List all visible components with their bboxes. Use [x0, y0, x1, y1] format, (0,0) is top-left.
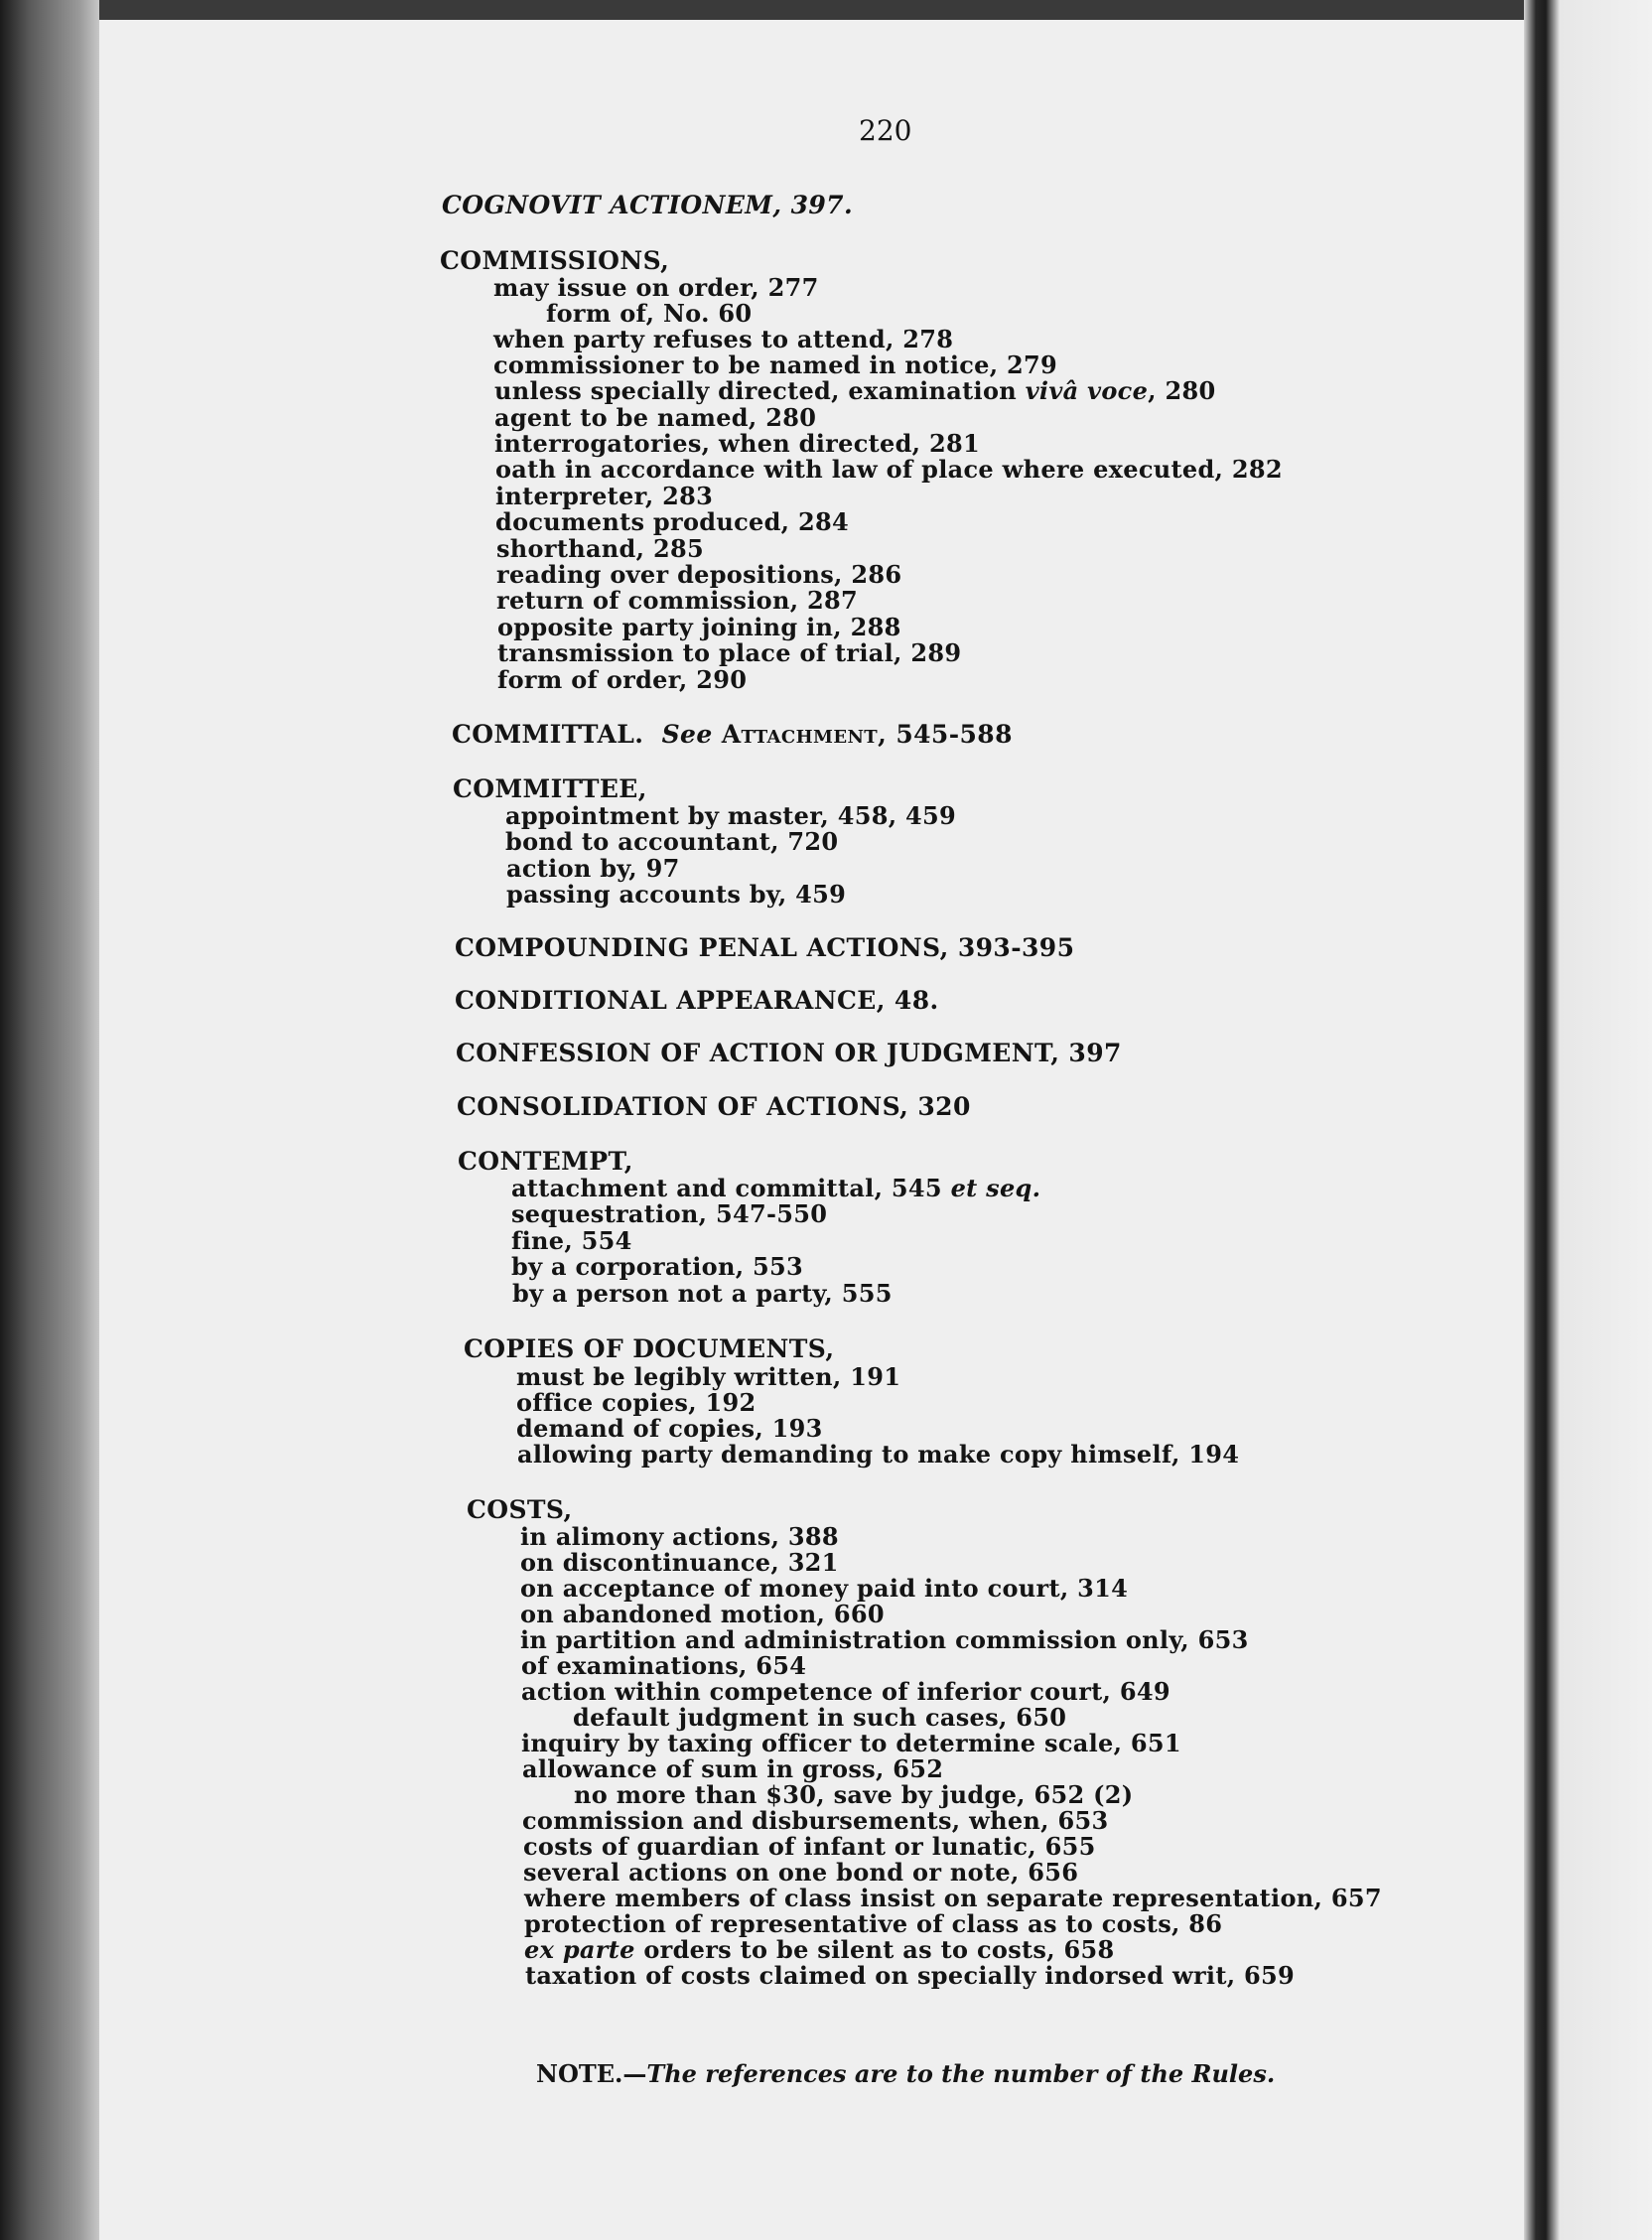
index-heading-conditional: CONDITIONAL APPEARANCE, 48. — [455, 986, 939, 1015]
index-subentry: by a corporation, 553 — [511, 1252, 804, 1281]
index-subentry: action by, 97 — [506, 854, 680, 883]
index-subentry: office copies, 192 — [516, 1388, 757, 1417]
index-subentry: when party refuses to attend, 278 — [493, 325, 954, 353]
book-page — [99, 20, 1524, 2240]
index-subentry: protection of representative of class as to costs, 86 — [524, 1909, 1223, 1938]
index-subentry: default judgment in such cases, 650 — [573, 1703, 1067, 1732]
index-subentry: reading over depositions, 286 — [496, 560, 902, 589]
index-heading-confession: CONFESSION OF ACTION OR JUDGMENT, 397 — [456, 1039, 1122, 1067]
index-subentry: appointment by master, 458, 459 — [505, 801, 957, 830]
index-subentry: interpreter, 283 — [495, 482, 714, 510]
index-subentry: commissioner to be named in notice, 279 — [493, 350, 1058, 379]
book-spine-edge — [0, 0, 99, 2240]
index-heading-commissions: COMMISSIONS, — [440, 246, 670, 275]
index-subentry: form of order, 290 — [497, 665, 748, 694]
index-subentry: transmission to place of trial, 289 — [497, 638, 962, 667]
index-subentry: no more than $30, save by judge, 652 (2) — [574, 1780, 1134, 1809]
index-subentry: on acceptance of money paid into court, 314 — [520, 1574, 1129, 1603]
index-subentry: may issue on order, 277 — [493, 273, 819, 302]
index-subentry: in partition and administration commission only, 653 — [520, 1625, 1249, 1654]
index-heading-committal: COMMITTAL. See Attachment, 545-588 — [452, 720, 1013, 749]
index-subentry: return of commission, 287 — [496, 586, 859, 615]
index-subentry: where members of class insist on separate representation, 657 — [524, 1884, 1382, 1912]
index-heading-committee: COMMITTEE, — [453, 774, 647, 803]
index-subentry: passing accounts by, 459 — [506, 880, 847, 909]
index-subentry: oath in accordance with law of place where executed, 282 — [495, 455, 1283, 484]
footnote: NOTE.—The references are to the number of the Rules. — [536, 2059, 1276, 2088]
index-entry-cognovit: COGNOVIT ACTIONEM, 397. — [442, 191, 854, 219]
index-subentry: taxation of costs claimed on specially indorsed writ, 659 — [525, 1961, 1296, 1990]
index-subentry: bond to accountant, 720 — [505, 827, 839, 856]
index-subentry: by a person not a party, 555 — [512, 1279, 893, 1308]
index-subentry: inquiry by taxing officer to determine scale, 651 — [521, 1729, 1181, 1757]
next-page-edge — [1524, 0, 1652, 2240]
index-subentry: in alimony actions, 388 — [520, 1522, 839, 1551]
index-subentry: on discontinuance, 321 — [520, 1548, 839, 1577]
index-subentry: of examinations, 654 — [521, 1651, 807, 1680]
index-subentry: on abandoned motion, 660 — [520, 1600, 885, 1628]
latin-term: vivâ voce — [1025, 376, 1149, 405]
index-subentry: fine, 554 — [511, 1226, 632, 1255]
index-heading-compounding: COMPOUNDING PENAL ACTIONS, 393-395 — [455, 933, 1075, 962]
index-subentry: opposite party joining in, 288 — [497, 613, 901, 641]
index-subentry: must be legibly written, 191 — [516, 1362, 901, 1391]
index-subentry: sequestration, 547-550 — [511, 1199, 828, 1228]
index-subentry: documents produced, 284 — [495, 507, 849, 536]
index-subentry: interrogatories, when directed, 281 — [494, 429, 980, 458]
index-subentry: several actions on one bond or note, 656 — [523, 1858, 1079, 1887]
index-subentry: demand of copies, 193 — [516, 1414, 823, 1443]
page-number: 220 — [859, 114, 912, 147]
index-subentry: form of, No. 60 — [546, 299, 753, 328]
index-subentry: ex parte orders to be silent as to costs, 658 — [524, 1935, 1115, 1964]
index-subentry: commission and disbursements, when, 653 — [522, 1806, 1109, 1835]
index-heading-copies: COPIES OF DOCUMENTS, — [464, 1334, 835, 1363]
index-heading-consolidation: CONSOLIDATION OF ACTIONS, 320 — [457, 1092, 971, 1121]
index-subentry: costs of guardian of infant or lunatic, 655 — [523, 1832, 1096, 1861]
index-heading-costs: COSTS, — [467, 1495, 573, 1524]
index-subentry: allowing party demanding to make copy himself, 194 — [517, 1440, 1240, 1469]
index-subentry: attachment and committal, 545 et seq. — [511, 1174, 1041, 1202]
index-subentry: allowance of sum in gross, 652 — [522, 1754, 944, 1783]
index-subentry: shorthand, 285 — [496, 534, 704, 563]
index-heading-contempt: CONTEMPT, — [458, 1147, 633, 1176]
index-subentry: agent to be named, 280 — [494, 403, 817, 432]
index-list — [99, 20, 1524, 2240]
index-subentry: action within competence of inferior court, 649 — [521, 1677, 1170, 1706]
index-subentry: unless specially directed, examination vivâ voce, 280 — [494, 376, 1216, 405]
